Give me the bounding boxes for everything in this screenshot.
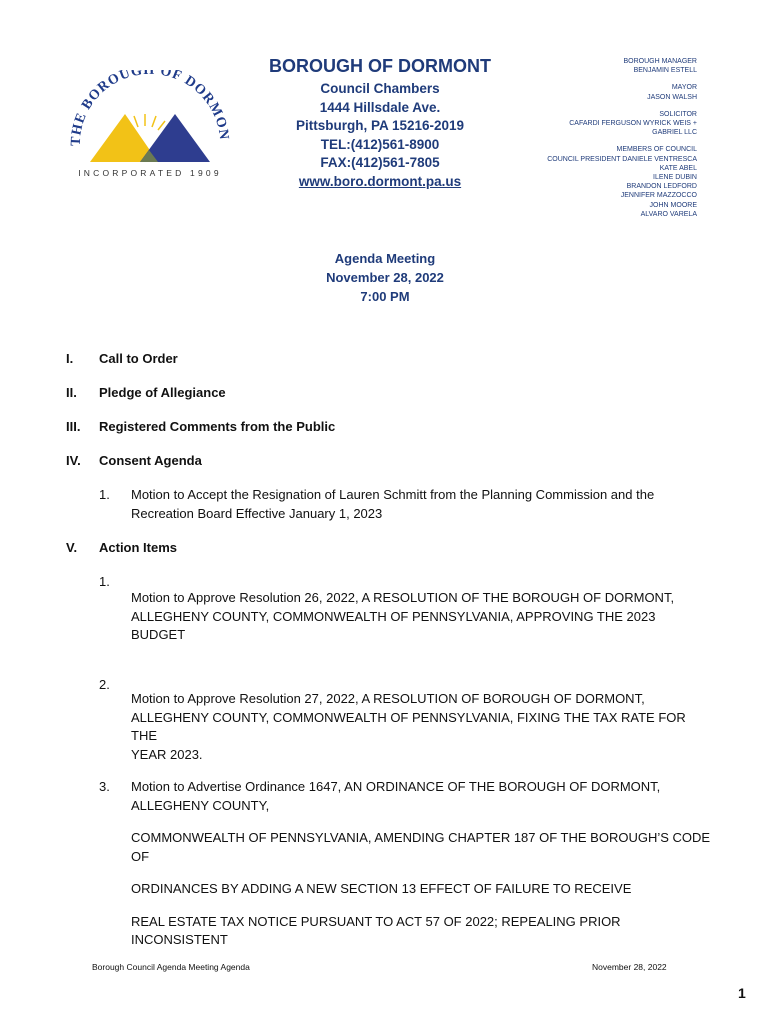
mayor-group <box>437 83 697 101</box>
official-role: SOLICITOR <box>659 110 697 118</box>
section-label: Registered Comments from the Public <box>99 419 336 434</box>
item-line: Recreation Board Effective January 1, 2023 <box>131 505 383 521</box>
solicitor-group <box>437 110 697 138</box>
manager-group <box>437 57 697 75</box>
council-group <box>437 145 697 219</box>
official-role: BOROUGH MANAGER <box>623 58 697 65</box>
footer-date: November 28, 2022 <box>592 962 667 972</box>
meeting-time: 7:00 PM <box>360 289 410 304</box>
official-name: JASON WALSH <box>647 93 697 101</box>
official-name: CAFARDI FERGUSON WYRICK WEIS + <box>569 120 697 128</box>
item-line: Motion to Approve Resolution 27, 2022, A RESOLUTION OF BOROUGH OF DORMONT, <box>131 691 645 706</box>
item-number: 2. <box>99 677 110 692</box>
item-line: COMMONWEALTH OF PENNSYLVANIA, AMENDING CHAPTER 187 OF THE BOROUGH’S CODE <box>131 830 711 845</box>
official-name: KATE ABEL <box>659 164 697 172</box>
item-line: Motion to Approve Resolution 26, 2022, A RESOLUTION OF THE BOROUGH OF DORMONT, <box>131 590 675 605</box>
logo-ring-text: THE BOROUGH OF DORMON <box>70 70 230 147</box>
borough-seal-graphic <box>70 70 230 180</box>
item-line: ALLEGHENY COUNTY, COMMONWEALTH OF PENNSYLVANIA, APPROVING THE 2023 <box>131 608 656 624</box>
page-title: BOROUGH OF DORMONT <box>269 56 491 76</box>
item-line: ALLEGHENY COUNTY, COMMONWEALTH OF PENNSYLVANIA, FIXING THE TAX RATE FOR THE <box>131 709 686 743</box>
official-name: BENJAMIN ESTELL <box>633 67 697 75</box>
item-line: ORDINANCES BY ADDING A NEW SECTION 13 EFFECT OF FAILURE TO RECEIVE <box>131 881 632 896</box>
official-name: ILENE DUBIN <box>653 174 697 182</box>
official-name: GABRIEL LLC <box>652 129 697 137</box>
fax-line: FAX:(412)561-7805 <box>320 155 440 170</box>
section-label: Consent Agenda <box>99 453 202 468</box>
item-number: 1. <box>99 487 110 502</box>
phone-line: TEL:(412)561-8900 <box>320 136 440 152</box>
section-number: II. <box>66 385 77 400</box>
item-text <box>131 778 711 950</box>
official-name: COUNCIL PRESIDENT DANIELE VENTRESCA <box>547 155 697 163</box>
item-line: OF <box>131 848 150 864</box>
section-label: Action Items <box>99 540 178 555</box>
svg-text:THE BOROUGH OF DORMONT <box>70 70 230 146</box>
official-name: JOHN MOORE <box>649 201 697 209</box>
address-line: 1444 Hillsdale Ave. <box>319 99 441 115</box>
item-number: 1. <box>99 574 110 589</box>
item-line: YEAR 2023. <box>131 746 203 762</box>
item-number: 3. <box>99 779 110 794</box>
page-number: 1 <box>738 985 746 1001</box>
footer-title: Borough Council Agenda Meeting Agenda <box>92 962 250 972</box>
official-name: BRANDON LEDFORD <box>626 183 697 191</box>
website-link[interactable]: www.boro.dormont.pa.us <box>298 173 462 189</box>
official-name: JENNIFER MAZZOCCO <box>620 192 697 200</box>
item-text <box>131 486 711 523</box>
meeting-info <box>270 249 500 306</box>
officials-list <box>437 57 697 227</box>
item-line: BUDGET <box>131 627 186 642</box>
section-number: I. <box>66 351 74 366</box>
section-label: Pledge of Allegiance <box>99 385 226 400</box>
item-line: ALLEGHENY COUNTY, <box>131 797 270 813</box>
address-line: Pittsburgh, PA 15216-2019 <box>295 118 465 133</box>
item-line: Motion to Advertise Ordinance 1647, AN ORDINANCE OF THE BOROUGH OF DORMONT, <box>131 779 661 794</box>
meeting-date: November 28, 2022 <box>326 270 444 285</box>
item-text <box>131 690 711 764</box>
meeting-type: Agenda Meeting <box>334 251 436 266</box>
official-role: MAYOR <box>671 84 697 92</box>
section-number: V. <box>66 540 78 555</box>
item-line: Motion to Accept the Resignation of Lauren Schmitt from the Planning Commission and the <box>131 487 655 502</box>
official-name: ALVARO VARELA <box>640 210 697 218</box>
address-line: Council Chambers <box>320 81 440 96</box>
logo-sub-text: INCORPORATED 1909 <box>78 168 222 178</box>
section-label: Call to Order <box>99 351 178 366</box>
section-number: III. <box>66 419 81 434</box>
item-text <box>131 589 711 645</box>
item-line: REAL ESTATE TAX NOTICE PURSUANT TO ACT 57 OF 2022; REPEALING PRIOR INCONSISTENT <box>131 913 621 947</box>
section-number: IV. <box>66 453 81 468</box>
borough-logo <box>70 70 230 180</box>
official-role: MEMBERS OF COUNCIL <box>616 146 697 154</box>
